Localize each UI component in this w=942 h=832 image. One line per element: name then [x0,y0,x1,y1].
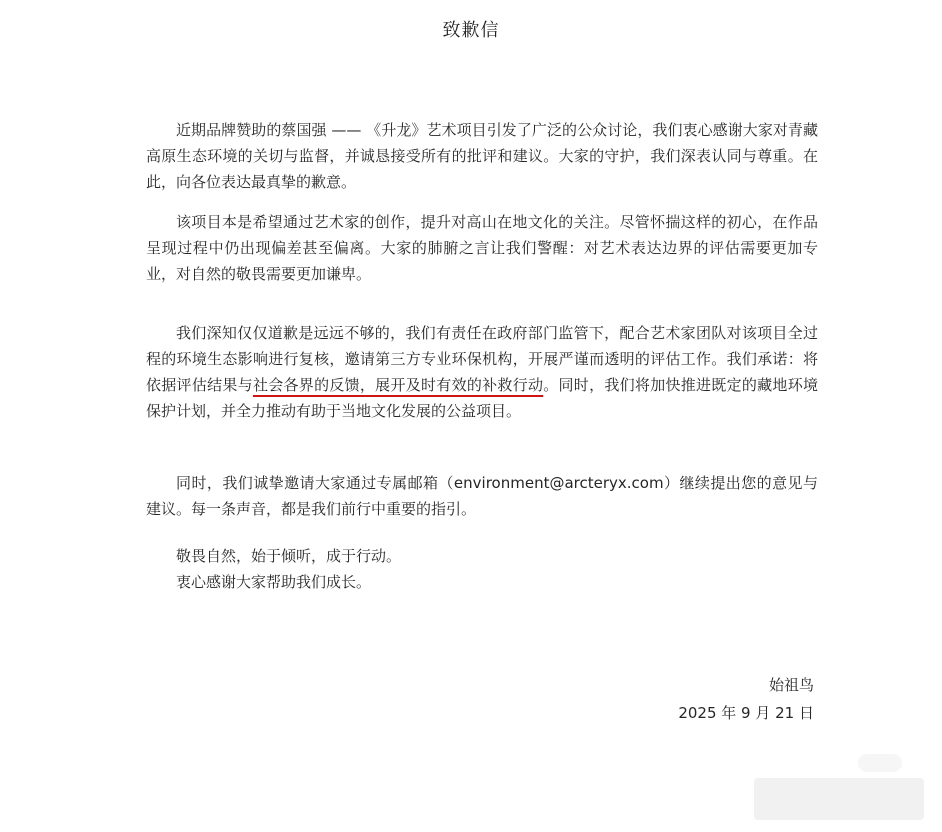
paragraph-1: 近期品牌赞助的蔡国强 —— 《升龙》艺术项目引发了广泛的公众讨论，我们衷心感谢大家对青藏高原生态环境的关切与监督，并诚恳接受所有的批评和建议。大家的守护，我们深表认同与尊重。在此，向各位表达最真挚的歉意。 [146,121,818,191]
paragraph-3-part-1: 我们深知仅仅道歉是远远不够的，我们有责任在政府部门监管下，配合艺术家团队对该项目全过程的环境生态影响进行复核， [146,324,818,368]
paragraph-2: 该项目本是希望通过艺术家的创作，提升对高山在地文化的关注。尽管怀揣这样的初心，在作品呈现过程中仍出现偏差甚至偏离。大家的肺腑之言让我们警醒：对艺术表达边界的评估需要更加专业，对自然的敬畏需要更加谦卑。 [146,213,818,283]
letter-date: 2025 年 9 月 21 日 [678,704,814,722]
paragraph-4: 同时，我们诚挚邀请大家通过专属邮箱（environment@arcteryx.com）继续提出您的意见与建议。每一条声音，都是我们前行中重要的指引。 [146,474,818,518]
corner-shade [754,778,924,820]
closing-line-1: 敬畏自然，始于倾听，成于行动。 [176,547,402,565]
paragraph-3-red-underlined: 社会各界的反馈，展开及时有效的补救行动 [252,376,544,394]
closing-line-2: 衷心感谢大家帮助我们成长。 [176,573,372,591]
paragraph-3 [146,320,818,424]
paragraph-3-highlighted-part-1: 邀请第三方专业环保机构，开展严谨而透明的评估工作。我们承诺：将依据评估结果与 [146,350,818,394]
watermark-blur [858,754,902,772]
paragraph-3-part-3: 。同时，我们将加快推进既定的藏地环境保护计划，并全力推动有助于当地文化发展的公益项目。 [146,376,818,420]
signature: 始祖鸟 [768,676,814,694]
letter-title: 致歉信 [442,20,500,41]
